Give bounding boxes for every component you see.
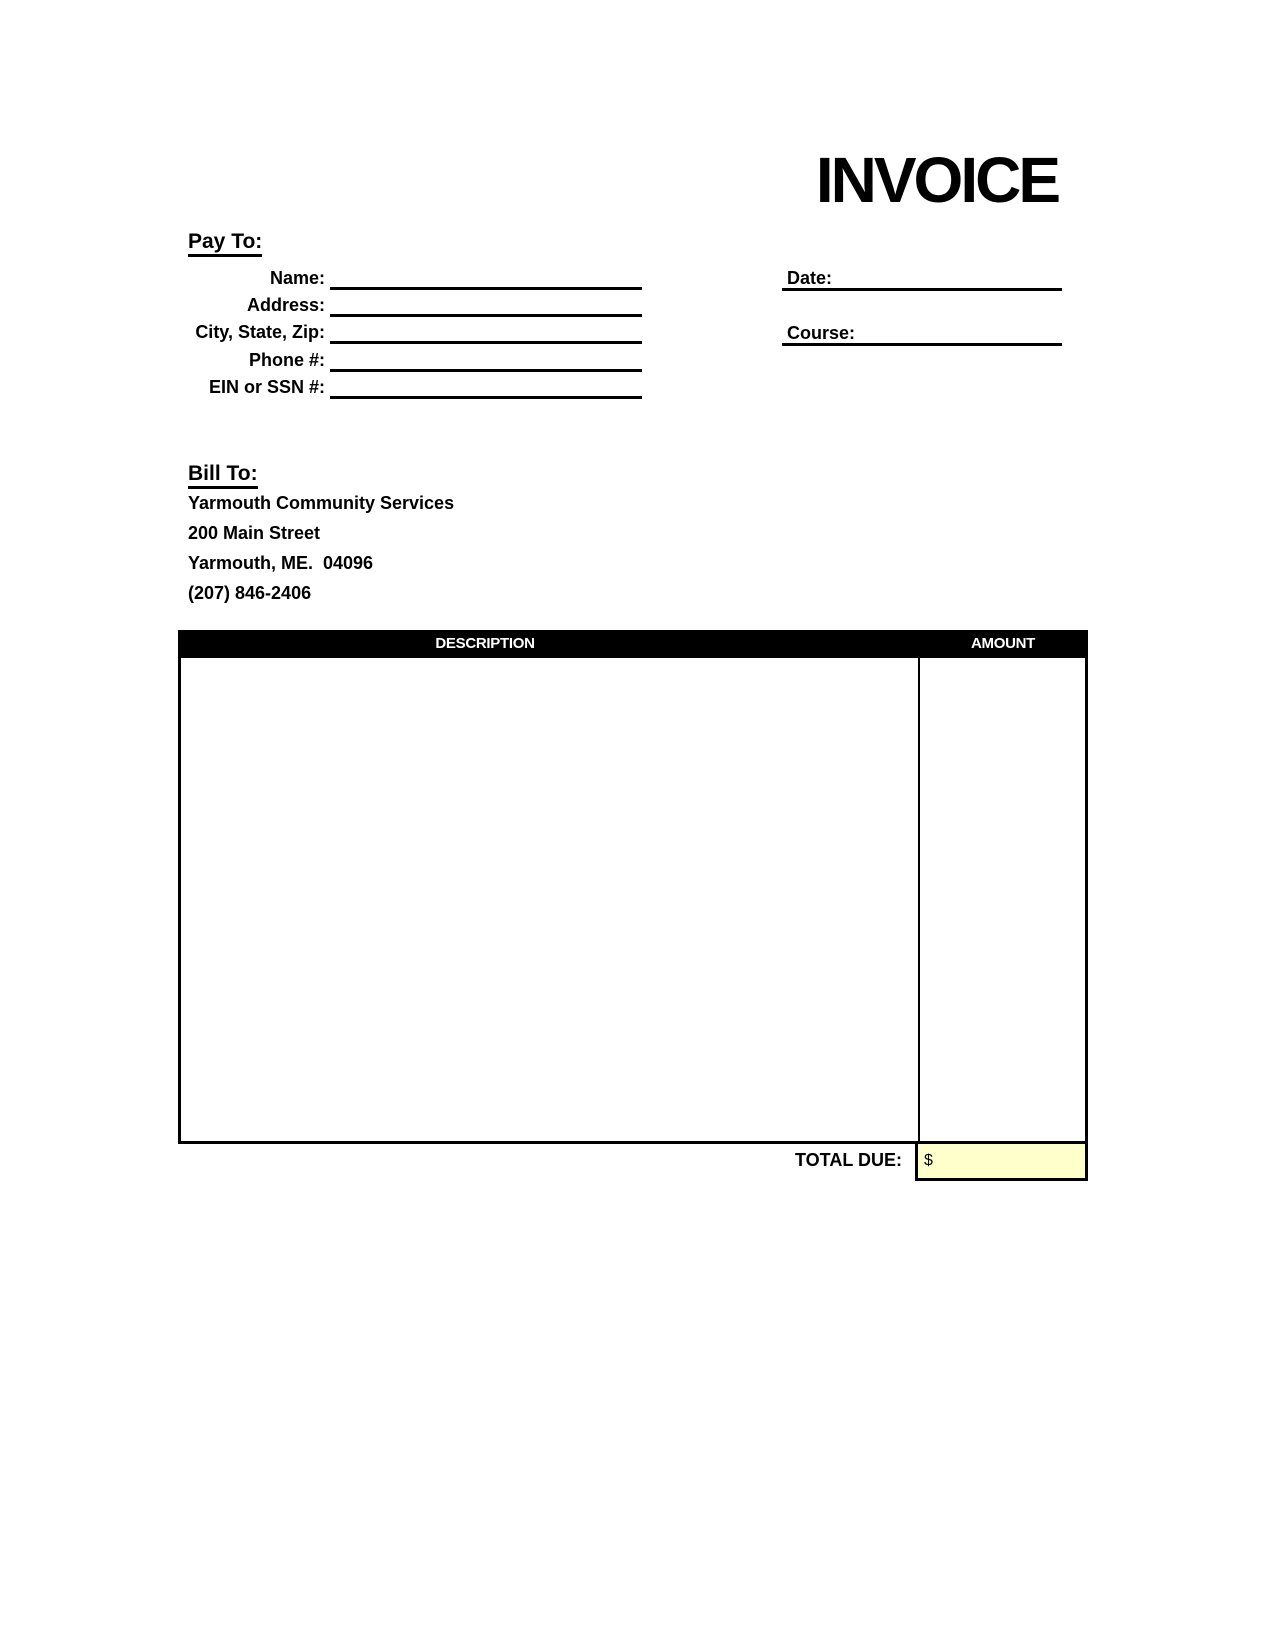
pay-to-label-ein-ssn: EIN or SSN #: — [208, 377, 325, 397]
total-due-label: TOTAL DUE: — [795, 1150, 902, 1170]
bill-to-phone: (207) 846-2406 — [188, 583, 312, 603]
amount-column-header: AMOUNT — [970, 635, 1036, 652]
bill-to-city-state-zip: Yarmouth, ME. 04096 — [188, 553, 374, 573]
pay-to-city-state-zip-field[interactable] — [330, 341, 642, 344]
pay-to-label-address: Address: — [246, 295, 325, 315]
bill-to-company: Yarmouth Community Services — [188, 493, 455, 513]
date-field[interactable] — [782, 288, 1062, 291]
pay-to-label-phone: Phone #: — [248, 350, 325, 370]
pay-to-phone-field[interactable] — [330, 369, 642, 372]
description-column-header: DESCRIPTION — [435, 635, 535, 652]
pay-to-address-field[interactable] — [330, 314, 642, 317]
bill-to-heading: Bill To: — [188, 463, 258, 489]
items-table-body[interactable] — [178, 658, 1088, 1144]
currency-symbol: $ — [924, 1152, 933, 1169]
pay-to-heading: Pay To: — [188, 231, 262, 257]
course-label: Course: — [787, 323, 856, 343]
page-title: INVOICE — [815, 144, 1058, 216]
items-table-header — [178, 630, 1088, 658]
pay-to-label-city-state-zip: City, State, Zip: — [195, 322, 325, 342]
pay-to-name-field[interactable] — [330, 287, 642, 290]
bill-to-street: 200 Main Street — [188, 523, 321, 543]
column-divider — [918, 658, 920, 1141]
total-amount-cell[interactable] — [915, 1141, 1088, 1181]
course-field[interactable] — [782, 343, 1062, 346]
pay-to-label-name: Name: — [269, 268, 325, 288]
pay-to-ein-ssn-field[interactable] — [330, 396, 642, 399]
date-label: Date: — [787, 268, 833, 288]
